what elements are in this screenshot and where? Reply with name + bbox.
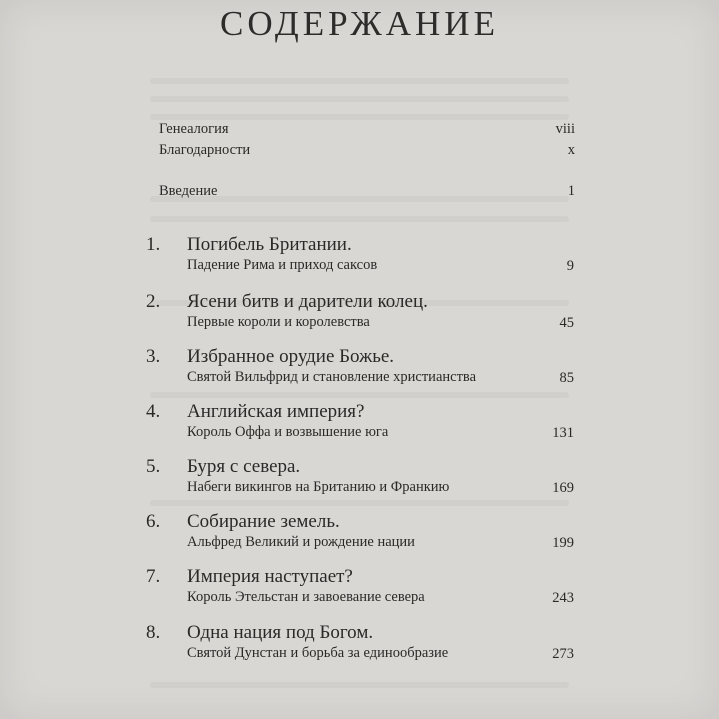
page-title: СОДЕРЖАНИЕ xyxy=(220,4,499,43)
chapter-title: Английская империя? xyxy=(187,401,365,422)
chapter-page: 85 xyxy=(559,370,574,386)
toc-entry-label: Генеалогия xyxy=(159,121,229,137)
toc-entry-page: x xyxy=(567,142,575,158)
chapter-subtitle: Святой Дунстан и борьба за единообразие xyxy=(187,645,449,661)
chapter-title: Буря с севера. xyxy=(187,456,301,477)
chapter-title: Одна нация под Богом. xyxy=(187,622,374,643)
show-through-line xyxy=(150,216,569,222)
chapter-page: 131 xyxy=(552,425,574,441)
chapter-number: 4. xyxy=(146,401,161,422)
chapter-number: 5. xyxy=(146,456,161,477)
chapter-title: Империя наступает? xyxy=(187,566,353,587)
show-through-line xyxy=(150,392,569,398)
chapter-number: 1. xyxy=(146,234,161,255)
chapter-title: Избранное орудие Божье. xyxy=(187,346,395,367)
show-through-line xyxy=(150,682,569,688)
toc-entry-page: 1 xyxy=(567,183,575,199)
toc-entry-acknowledgements xyxy=(159,142,575,159)
show-through-line xyxy=(150,114,569,120)
chapter-number: 7. xyxy=(146,566,161,587)
chapter-subtitle: Первые короли и королевства xyxy=(187,314,370,330)
chapter-subtitle: Король Этельстан и завоевание севера xyxy=(187,589,425,605)
toc-entry-label: Введение xyxy=(159,183,218,199)
chapter-page: 199 xyxy=(552,535,574,551)
show-through-line xyxy=(150,500,569,506)
chapter-page: 45 xyxy=(559,315,574,331)
toc-entry-label: Благодарности xyxy=(159,142,251,158)
toc-entry-genealogy xyxy=(159,121,575,138)
chapter-number: 3. xyxy=(146,346,161,367)
toc-entry-introduction xyxy=(159,183,575,200)
chapter-page: 273 xyxy=(552,646,574,662)
chapter-number: 6. xyxy=(146,511,161,532)
chapter-subtitle: Альфред Великий и рождение нации xyxy=(187,534,415,550)
chapter-subtitle: Набеги викингов на Британию и Франкию xyxy=(187,479,450,495)
chapter-title: Погибель Британии. xyxy=(187,234,352,255)
chapter-number: 8. xyxy=(146,622,161,643)
show-through-line xyxy=(150,96,569,102)
chapter-subtitle: Святой Вильфрид и становление христианства xyxy=(187,369,477,385)
show-through-line xyxy=(150,78,569,84)
chapter-page: 169 xyxy=(552,480,574,496)
chapter-subtitle: Падение Рима и приход саксов xyxy=(187,257,378,273)
chapter-title: Ясени битв и дарители колец. xyxy=(187,291,428,312)
chapter-page: 243 xyxy=(552,590,574,606)
chapter-subtitle: Король Оффа и возвышение юга xyxy=(187,424,389,440)
toc-entry-page: viii xyxy=(555,121,575,137)
chapter-page: 9 xyxy=(566,258,574,274)
chapter-title: Собирание земель. xyxy=(187,511,340,532)
chapter-number: 2. xyxy=(146,291,161,312)
